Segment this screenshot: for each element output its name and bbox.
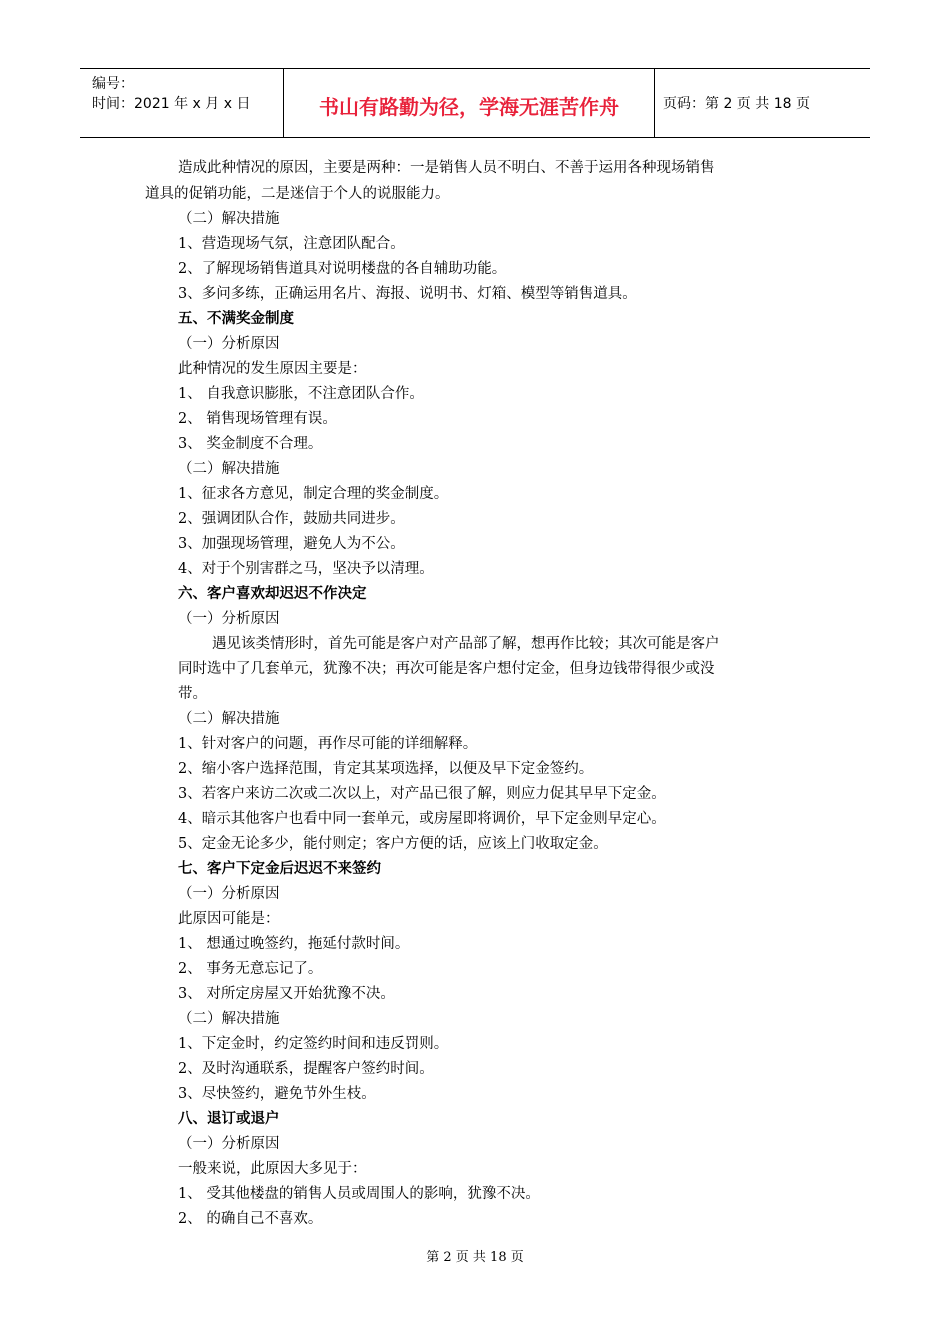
list-item: 2、及时沟通联系，提醒客户签约时间。 [178,1061,434,1077]
section-heading: 五、不满奖金制度 [178,311,294,327]
list-item: 4、对于个别害群之马，坚决予以清理。 [178,561,434,577]
section-heading: 八、退订或退户 [178,1111,280,1127]
subheading: （二）解决措施 [178,1011,280,1027]
list-item: 2、了解现场销售道具对说明楼盘的各自辅助功能。 [178,261,507,277]
list-item: 3、 奖金制度不合理。 [178,436,323,452]
subheading: （二）解决措施 [178,211,280,227]
paragraph-line: 此原因可能是： [178,911,280,927]
list-item: 3、若客户来访二次或二次以上，对产品已很了解，则应力促其早早下定金。 [178,786,666,802]
header-motto-cell [284,69,655,137]
page-footer: 第 2 页 共 18 页 [426,1250,524,1265]
list-item: 1、 自我意识膨胀，不注意团队合作。 [178,386,424,402]
list-item: 1、下定金时，约定签约时间和违反罚则。 [178,1036,449,1052]
subheading: （一）分析原因 [178,886,280,902]
list-item: 1、针对客户的问题，再作尽可能的详细解释。 [178,736,478,752]
subheading: （一）分析原因 [178,611,280,627]
list-item: 1、营造现场气氛，注意团队配合。 [178,236,405,252]
section-heading: 七、客户下定金后迟迟不来签约 [178,861,381,877]
paragraph-line: 造成此种情况的原因，主要是两种：一是销售人员不明白、不善于运用各种现场销售 [178,160,715,176]
paragraph-line: 一般来说，此原因大多见于： [178,1161,367,1177]
paragraph-line: 同时选中了几套单元，犹豫不决；再次可能是客户想付定金，但身边钱带得很少或没 [178,661,715,677]
header-page-cell [655,69,870,137]
list-item: 3、 对所定房屋又开始犹豫不决。 [178,986,395,1002]
doc-number-label: 编号： [92,76,134,92]
list-item: 5、定金无论多少，能付则定；客户方便的话，应该上门收取定金。 [178,836,608,852]
list-item: 1、 想通过晚签约，拖延付款时间。 [178,936,410,952]
list-item: 2、 销售现场管理有误。 [178,411,337,427]
list-item: 3、多问多练，正确运用名片、海报、说明书、灯箱、模型等销售道具。 [178,286,637,302]
list-item: 3、尽快签约，避免节外生枝。 [178,1086,376,1102]
subheading: （一）分析原因 [178,336,280,352]
list-item: 1、 受其他楼盘的销售人员或周围人的影响，犹豫不决。 [178,1186,540,1202]
list-item: 2、缩小客户选择范围，肯定其某项选择，以便及早下定金签约。 [178,761,594,777]
list-item: 2、强调团队合作，鼓励共同进步。 [178,511,405,527]
paragraph-line: 带。 [178,686,207,702]
page-header [80,68,870,138]
paragraph-line: 遇见该类情形时，首先可能是客户对产品部了解，想再作比较；其次可能是客户 [212,636,720,652]
section-heading: 六、客户喜欢却迟迟不作决定 [178,586,367,602]
header-meta [80,69,284,137]
subheading: （二）解决措施 [178,461,280,477]
list-item: 2、 的确自己不喜欢。 [178,1211,323,1227]
subheading: （二）解决措施 [178,711,280,727]
list-item: 4、暗示其他客户也看中同一套单元，或房屋即将调价，早下定金则早定心。 [178,811,666,827]
list-item: 2、 事务无意忘记了。 [178,961,323,977]
header-page-info: 页码：第 2 页 共 18 页 [663,96,810,112]
paragraph-line: 此种情况的发生原因主要是： [178,361,367,377]
list-item: 3、加强现场管理，避免人为不公。 [178,536,405,552]
list-item: 1、征求各方意见，制定合理的奖金制度。 [178,486,449,502]
doc-time-label: 时间：2021 年 x 月 x 日 [92,96,251,112]
paragraph-line: 道具的促销功能，二是迷信于个人的说服能力。 [145,186,450,202]
subheading: （一）分析原因 [178,1136,280,1152]
header-motto: 书山有路勤为径，学海无涯苦作舟 [319,95,619,119]
